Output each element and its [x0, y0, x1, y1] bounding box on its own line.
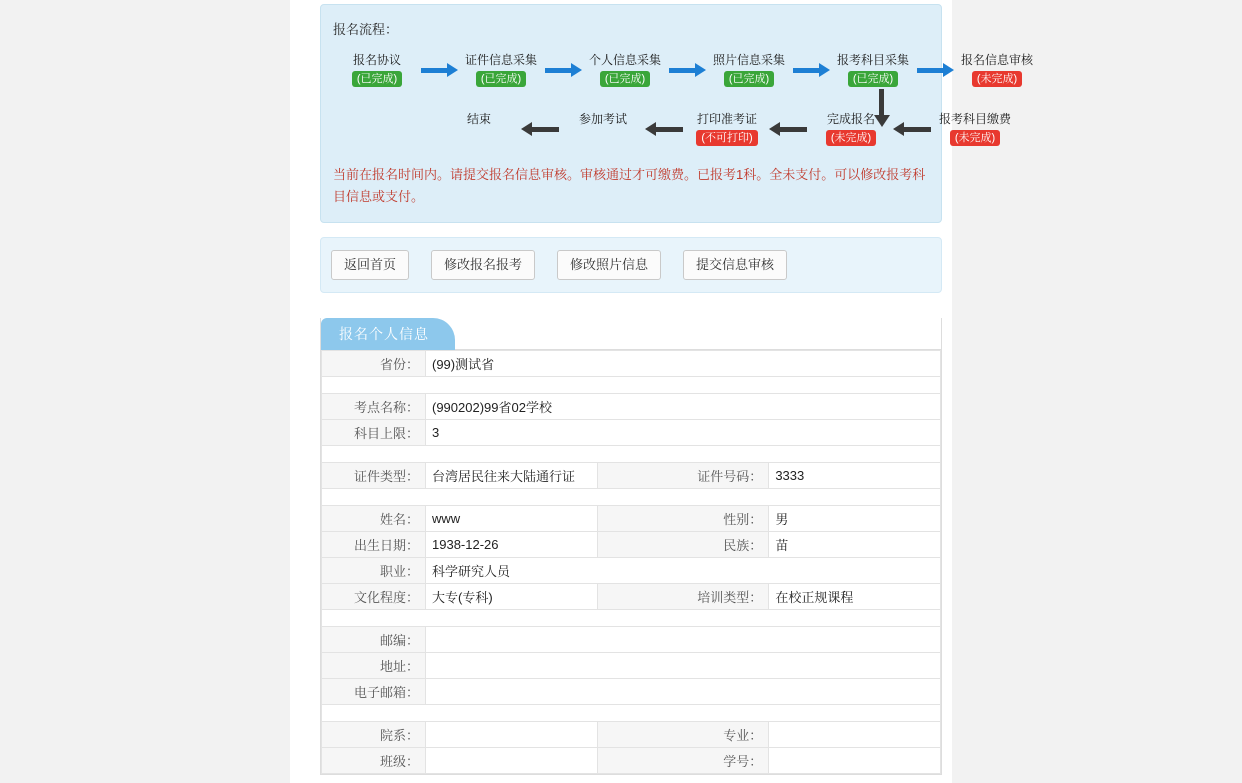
- field-value: 在校正规课程: [769, 584, 941, 610]
- flow-step-label: 证件信息采集: [464, 53, 537, 67]
- table-spacer-row: [322, 489, 941, 506]
- content-column: [290, 0, 1033, 783]
- flow-arrow-right-icon: [791, 62, 831, 78]
- action-button-panel: [320, 237, 942, 293]
- flow-arrow-left-icon: [893, 121, 933, 137]
- flow-step-status: (已完成): [352, 71, 402, 87]
- flow-arrow-left-icon: [769, 121, 809, 137]
- panel-header: [321, 318, 941, 350]
- field-label: 院系：: [322, 722, 426, 748]
- field-value: 苗: [769, 532, 941, 558]
- flow-step-status: (已完成): [476, 71, 526, 87]
- flow-step-label: 报名信息审核: [960, 53, 1033, 67]
- table-row: [322, 558, 941, 584]
- field-value: [426, 679, 941, 705]
- table-row: [322, 679, 941, 705]
- field-label: 专业：: [597, 722, 769, 748]
- table-row: [322, 722, 941, 748]
- table-row: [322, 351, 941, 377]
- flow-step-label: 个人信息采集: [588, 53, 661, 67]
- table-spacer-row: [322, 610, 941, 627]
- field-value: [769, 722, 941, 748]
- flow-step-label: 报考科目缴费: [938, 112, 1011, 126]
- field-value: [769, 748, 941, 774]
- flow-step-label: 打印准考证: [696, 112, 757, 126]
- table-spacer-row: [322, 377, 941, 394]
- table-spacer-row: [322, 705, 941, 722]
- flow-step-label: 报名协议: [352, 53, 401, 67]
- field-label: 证件类型：: [322, 463, 426, 489]
- flow-step-label: 结束: [466, 112, 491, 126]
- flow-step-status: (不可打印): [696, 130, 757, 146]
- field-value: [426, 653, 941, 679]
- flow-arrow-right-icon: [543, 62, 583, 78]
- table-row: [322, 506, 941, 532]
- spacer-cell: [322, 446, 941, 463]
- field-label: 邮编：: [322, 627, 426, 653]
- personal-info-table: [321, 350, 941, 774]
- flow-step: [583, 52, 667, 87]
- flow-step: [955, 52, 1039, 87]
- table-row: [322, 394, 941, 420]
- field-value: www: [426, 506, 598, 532]
- field-value: [426, 627, 941, 653]
- flow-step: [933, 111, 1017, 146]
- flow-row-top: [333, 52, 1033, 87]
- flow-step: [459, 52, 543, 87]
- field-value: 台湾居民往来大陆通行证: [426, 463, 598, 489]
- table-row: [322, 584, 941, 610]
- table-row: [322, 748, 941, 774]
- field-value: 3: [426, 420, 941, 446]
- field-value: (99)测试省: [426, 351, 941, 377]
- field-value: 1938-12-26: [426, 532, 598, 558]
- field-value: 大专(专科): [426, 584, 598, 610]
- table-spacer-row: [322, 446, 941, 463]
- field-label: 地址：: [322, 653, 426, 679]
- table-row: [322, 532, 941, 558]
- field-value: 科学研究人员: [426, 558, 941, 584]
- field-label: 出生日期：: [322, 532, 426, 558]
- flow-step-status: (已完成): [600, 71, 650, 87]
- field-label: 姓名：: [322, 506, 426, 532]
- flow-step-label: 参加考试: [578, 112, 627, 126]
- flow-step-label: 照片信息采集: [712, 53, 785, 67]
- flow-status-note: 当前在报名时间内。请提交报名信息审核。审核通过才可缴费。已报考1科。全未支付。可以修改报考科目信息或支付。: [333, 167, 926, 204]
- action-button-1[interactable]: 返回首页: [331, 250, 409, 280]
- flow-step: [561, 111, 645, 127]
- field-label: 电子邮箱：: [322, 679, 426, 705]
- flow-arrow-right-icon: [667, 62, 707, 78]
- spacer-cell: [322, 610, 941, 627]
- spacer-cell: [322, 705, 941, 722]
- field-value: [426, 722, 598, 748]
- spacer-cell: [322, 377, 941, 394]
- action-button-2[interactable]: 修改报名报考: [431, 250, 535, 280]
- action-button-4[interactable]: 提交信息审核: [683, 250, 787, 280]
- flow-step: [437, 111, 521, 127]
- flow-arrow-down-icon: [873, 89, 891, 129]
- flow-arrow-left-icon: [645, 121, 685, 137]
- flow-row-bottom: [333, 111, 1011, 146]
- field-label: 省份：: [322, 351, 426, 377]
- field-label: 科目上限：: [322, 420, 426, 446]
- field-label: 学号：: [597, 748, 769, 774]
- table-row: [322, 463, 941, 489]
- field-label: 民族：: [597, 532, 769, 558]
- field-label: 证件号码：: [597, 463, 769, 489]
- panel-tab-label: 报名个人信息: [321, 318, 455, 350]
- spacer-cell: [322, 489, 941, 506]
- flow-arrow-left-icon: [521, 121, 561, 137]
- action-button-3[interactable]: 修改照片信息: [557, 250, 661, 280]
- field-label: 培训类型：: [597, 584, 769, 610]
- field-value: 3333: [769, 463, 941, 489]
- field-label: 性别：: [597, 506, 769, 532]
- field-label: 班级：: [322, 748, 426, 774]
- table-row: [322, 653, 941, 679]
- field-value: [426, 748, 598, 774]
- table-row: [322, 420, 941, 446]
- personal-info-panel: [320, 318, 942, 775]
- flow-step: [831, 52, 915, 87]
- flow-step-label: 完成报名: [826, 112, 875, 126]
- flow-step-status: (已完成): [848, 71, 898, 87]
- field-label: 职业：: [322, 558, 426, 584]
- flow-arrow-right-icon: [915, 62, 955, 78]
- flow-step-status: (未完成): [972, 71, 1022, 87]
- flow-step-label: 报考科目采集: [836, 53, 909, 67]
- flow-arrow-right-icon: [419, 62, 459, 78]
- flow-step-status: (未完成): [826, 130, 876, 146]
- flow-step: [707, 52, 791, 87]
- registration-flow-panel: [320, 4, 1033, 223]
- field-value: (990202)99省02学校: [426, 394, 941, 420]
- flow-step: [685, 111, 769, 146]
- flow-step-status: (已完成): [724, 71, 774, 87]
- field-label: 文化程度：: [322, 584, 426, 610]
- field-label: 考点名称：: [322, 394, 426, 420]
- flow-step: [335, 52, 419, 87]
- flow-title: 报名流程：: [333, 22, 399, 37]
- field-value: 男: [769, 506, 941, 532]
- flow-step-status: (未完成): [950, 130, 1000, 146]
- table-row: [322, 627, 941, 653]
